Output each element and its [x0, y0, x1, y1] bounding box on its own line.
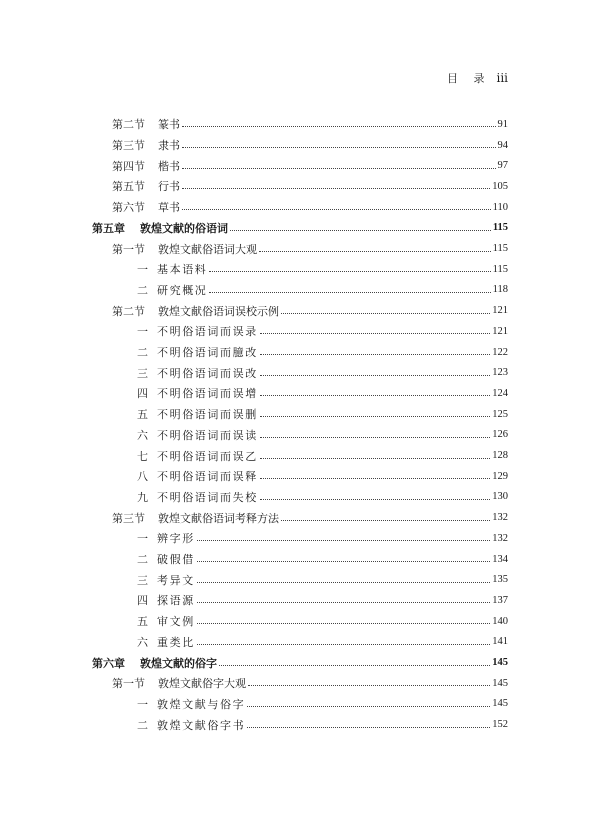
- toc-entry-title: 敦煌文献俗语词考释方法: [158, 511, 279, 525]
- dot-leader: [230, 229, 491, 231]
- toc-entry-page: 128: [492, 450, 508, 462]
- toc-subsection-entry: [137, 549, 508, 570]
- toc-entry-page: 122: [492, 346, 508, 358]
- toc-entry-number: 第五章: [92, 221, 125, 235]
- toc-entry-number: 第六章: [92, 656, 125, 670]
- toc-entry-number: 七: [137, 449, 148, 463]
- toc-entry-number: 第四节: [112, 159, 145, 173]
- toc-entry-page: 115: [492, 263, 508, 275]
- toc-entry-title: 不明俗语词而失校: [157, 490, 258, 504]
- dot-leader: [182, 167, 496, 169]
- toc-entry-number: 第一节: [112, 242, 145, 256]
- toc-entry-title: 不明俗语词而误改: [157, 366, 258, 380]
- toc-entry-title: 不明俗语词而误乙: [157, 449, 258, 463]
- toc-entry-page: 118: [492, 284, 508, 296]
- toc-entry-page: 123: [492, 367, 508, 379]
- toc-entry-number: 一: [137, 532, 148, 546]
- toc-chapter-entry: [92, 218, 508, 239]
- toc-entry-title: 敦煌文献俗字大观: [158, 677, 246, 691]
- toc-subsection-entry: [137, 362, 508, 383]
- toc-entry-title: 敦煌文献的俗字: [140, 656, 217, 670]
- dot-leader: [260, 394, 490, 396]
- toc-section-entry: [112, 135, 508, 156]
- toc-entry-page: 97: [497, 160, 508, 172]
- dot-leader: [209, 270, 490, 272]
- toc-subsection-entry: [137, 342, 508, 363]
- toc-entry-title: 研究概况: [157, 283, 208, 297]
- dot-leader: [197, 581, 490, 583]
- toc-entry-title: 行书: [158, 180, 180, 194]
- toc-subsection-entry: [137, 714, 508, 735]
- toc-entry-page: 121: [492, 325, 508, 337]
- toc-entry-page: 121: [492, 305, 508, 317]
- toc-entry-number: 一: [137, 697, 148, 711]
- toc-entry-page: 140: [492, 615, 508, 627]
- toc-entry-number: 第一节: [112, 677, 145, 691]
- toc-entry-page: 135: [492, 574, 508, 586]
- toc-entry-number: 一: [137, 263, 148, 277]
- toc-entry-number: 四: [137, 387, 148, 401]
- header-page-number: iii: [496, 71, 508, 85]
- dot-leader: [259, 250, 491, 252]
- toc-section-entry: [112, 155, 508, 176]
- toc-entry-title: 审文例: [157, 615, 195, 629]
- toc-subsection-entry: [137, 632, 508, 653]
- header-label: 目 录: [446, 72, 491, 85]
- toc-entry-number: 九: [137, 490, 148, 504]
- dot-leader: [260, 415, 490, 417]
- toc-entry-page: 125: [492, 408, 508, 420]
- toc-entry-number: 第五节: [112, 180, 145, 194]
- toc-entry-number: 二: [137, 553, 148, 567]
- toc-entry-page: 94: [497, 139, 508, 151]
- toc-entry-title: 不明俗语词而误读: [157, 428, 258, 442]
- toc-subsection-entry: [137, 445, 508, 466]
- toc-section-entry: [112, 197, 508, 218]
- toc-entry-title: 基本语料: [157, 263, 208, 277]
- toc-entry-title: 不明俗语词而误释: [157, 470, 258, 484]
- toc-subsection-entry: [137, 611, 508, 632]
- dot-leader: [182, 125, 496, 127]
- dot-leader: [260, 436, 490, 438]
- toc-entry-title: 破假借: [157, 553, 195, 567]
- toc-entry-number: 八: [137, 470, 148, 484]
- toc-entry-page: 134: [492, 553, 508, 565]
- toc-entry-title: 楷书: [158, 159, 180, 173]
- toc-entry-title: 敦煌文献俗语词误校示例: [158, 304, 279, 318]
- dot-leader: [197, 560, 490, 562]
- toc-entry-title: 重类比: [157, 635, 195, 649]
- toc-entry-title: 考异文: [157, 573, 195, 587]
- dot-leader: [219, 664, 490, 666]
- dot-leader: [260, 477, 490, 479]
- toc-entry-page: 91: [497, 118, 508, 130]
- dot-leader: [260, 498, 490, 500]
- toc-entry-title: 敦煌文献俗语词大观: [158, 242, 257, 256]
- dot-leader: [260, 374, 490, 376]
- toc-subsection-entry: [137, 569, 508, 590]
- toc-entry-page: 145: [492, 677, 508, 689]
- toc-entry-page: 115: [492, 243, 508, 255]
- toc-entry-page: 126: [492, 429, 508, 441]
- toc-entry-page: 141: [492, 636, 508, 648]
- toc-entry-page: 145: [492, 657, 508, 669]
- toc-entry-title: 不明俗语词而臆改: [157, 346, 258, 360]
- toc-entry-number: 六: [137, 635, 148, 649]
- toc-entry-page: 132: [492, 512, 508, 524]
- toc-section-entry: [112, 114, 508, 135]
- toc-entry-number: 四: [137, 594, 148, 608]
- toc-entry-page: 124: [492, 387, 508, 399]
- toc-entry-number: 第三节: [112, 511, 145, 525]
- dot-leader: [260, 353, 490, 355]
- toc-entry-page: 137: [492, 594, 508, 606]
- toc-subsection-entry: [137, 487, 508, 508]
- toc-entry-number: 二: [137, 283, 148, 297]
- toc-entry-title: 不明俗语词而误录: [157, 325, 258, 339]
- toc-entry-number: 六: [137, 428, 148, 442]
- toc-entry-page: 110: [492, 201, 508, 213]
- toc-entry-title: 辨字形: [157, 532, 195, 546]
- toc-entry-title: 敦煌文献的俗语词: [140, 221, 228, 235]
- toc-section-entry: [112, 300, 508, 321]
- toc-subsection-entry: [137, 590, 508, 611]
- dot-leader: [260, 457, 490, 459]
- toc-section-entry: [112, 507, 508, 528]
- dot-leader: [260, 332, 490, 334]
- toc-entry-title: 篆书: [158, 118, 180, 132]
- dot-leader: [182, 208, 491, 210]
- dot-leader: [182, 187, 490, 189]
- toc-subsection-entry: [137, 383, 508, 404]
- toc-entry-number: 三: [137, 366, 148, 380]
- toc-entry-number: 五: [137, 615, 148, 629]
- dot-leader: [281, 312, 490, 314]
- toc-entry-number: 三: [137, 573, 148, 587]
- toc-entry-number: 第三节: [112, 139, 145, 153]
- toc-entry-page: 130: [492, 491, 508, 503]
- toc-subsection-entry: [137, 259, 508, 280]
- dot-leader: [248, 684, 490, 686]
- dot-leader: [247, 705, 490, 707]
- toc-entry-page: 132: [492, 532, 508, 544]
- toc-entry-page: 152: [492, 719, 508, 731]
- toc-entry-title: 草书: [158, 201, 180, 215]
- toc-entry-title: 隶书: [158, 139, 180, 153]
- toc-subsection-entry: [137, 280, 508, 301]
- toc-chapter-entry: [92, 652, 508, 673]
- dot-leader: [197, 601, 490, 603]
- toc-entry-number: 五: [137, 408, 148, 422]
- toc-entry-number: 一: [137, 325, 148, 339]
- toc-entry-page: 105: [492, 180, 508, 192]
- toc-section-entry: [112, 238, 508, 259]
- dot-leader: [182, 146, 496, 148]
- toc-entry-number: 第二节: [112, 118, 145, 132]
- toc-entry-number: 二: [137, 718, 148, 732]
- toc-subsection-entry: [137, 321, 508, 342]
- toc-subsection-entry: [137, 528, 508, 549]
- toc-entry-number: 二: [137, 346, 148, 360]
- toc-section-entry: [112, 176, 508, 197]
- toc-entry-page: 129: [492, 470, 508, 482]
- toc-entry-title: 不明俗语词而误删: [157, 408, 258, 422]
- dot-leader: [197, 643, 490, 645]
- toc-entry-title: 敦煌文献俗字书: [157, 718, 246, 732]
- toc-subsection-entry: [137, 425, 508, 446]
- toc-entry-number: 第二节: [112, 304, 145, 318]
- dot-leader: [197, 539, 490, 541]
- toc-subsection-entry: [137, 466, 508, 487]
- toc-entry-page: 145: [492, 698, 508, 710]
- toc-entry-title: 不明俗语词而误增: [157, 387, 258, 401]
- toc-entry-title: 敦煌文献与俗字: [157, 697, 246, 711]
- toc-subsection-entry: [137, 694, 508, 715]
- dot-leader: [209, 291, 490, 293]
- toc-entry-title: 探语源: [157, 594, 195, 608]
- running-header: [447, 70, 508, 86]
- dot-leader: [281, 519, 490, 521]
- toc-section-entry: [112, 673, 508, 694]
- toc-entry-number: 第六节: [112, 201, 145, 215]
- dot-leader: [197, 622, 490, 624]
- toc-subsection-entry: [137, 404, 508, 425]
- dot-leader: [247, 726, 490, 728]
- toc-entry-page: 115: [492, 222, 508, 234]
